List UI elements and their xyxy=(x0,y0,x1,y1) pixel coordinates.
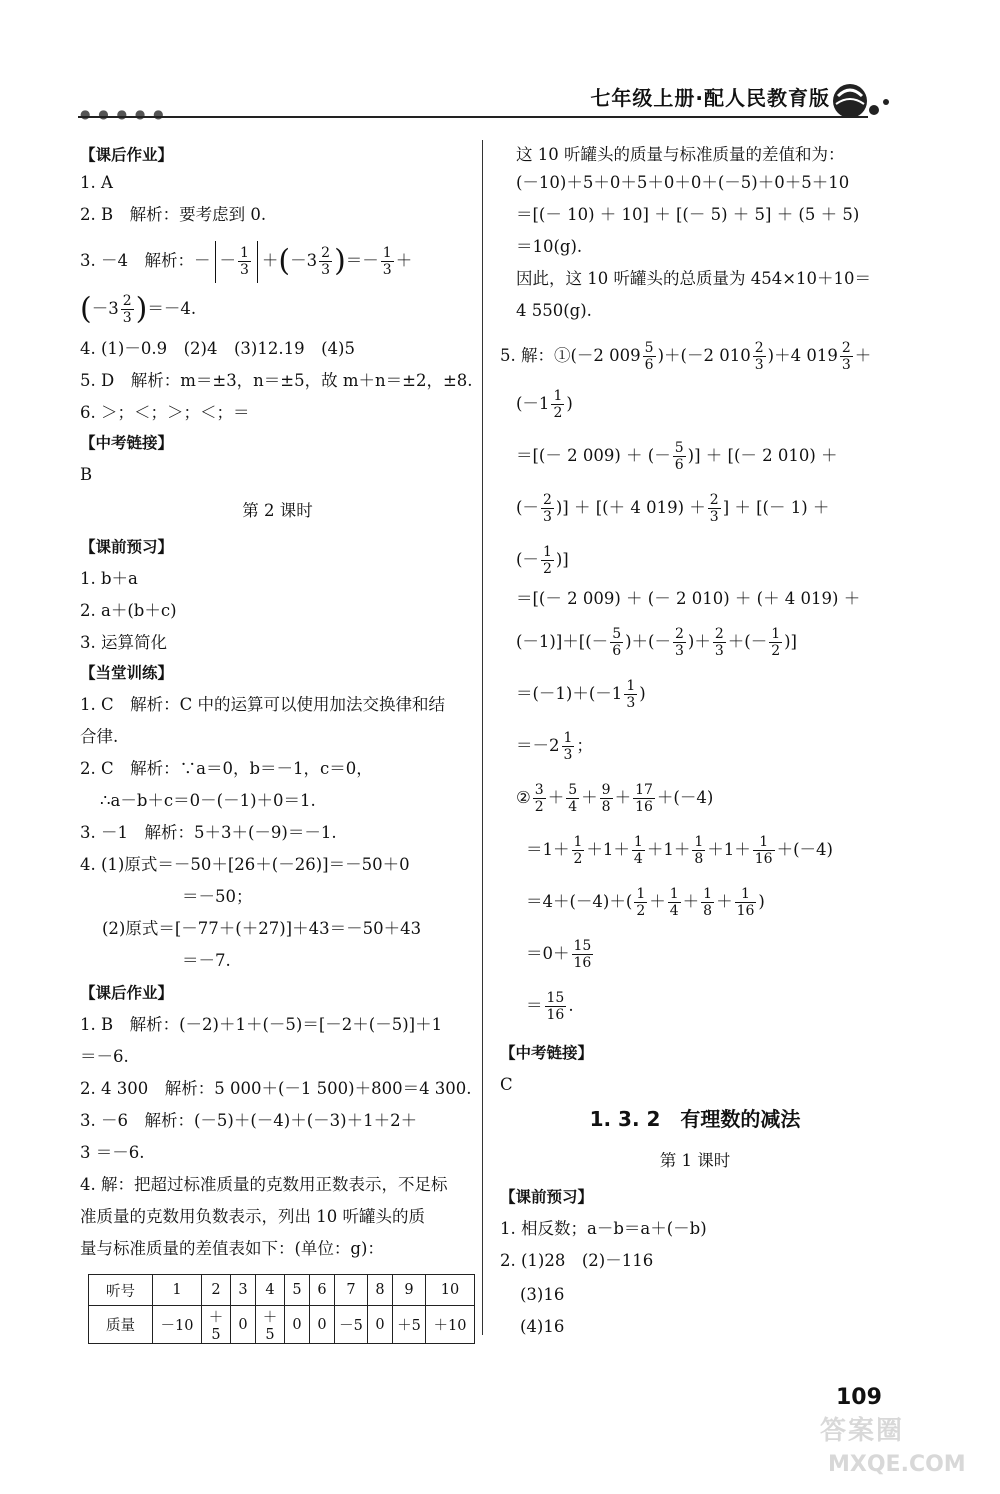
answer-line: ＝－2 $\frac{1}{3}$ ； xyxy=(516,730,593,763)
table-row xyxy=(89,1275,475,1306)
answer-line: (－ $\frac{1}{2}$ )] xyxy=(516,544,569,577)
answer-line: ＝－6. xyxy=(80,1047,129,1066)
answer-line: 4. (1)－0.9 (2)4 (3)12.19 (4)5 xyxy=(80,339,355,358)
table-cell: 2 xyxy=(202,1275,231,1306)
answer-line: 3. －6 解析：(－5)＋(－4)＋(－3)＋1＋2＋ xyxy=(80,1111,418,1130)
answer-line: 3. 运算简化 xyxy=(80,633,167,652)
table-cell: 8 xyxy=(368,1275,393,1306)
table-cell: 10 xyxy=(426,1275,475,1306)
page-number: 109 xyxy=(836,1385,882,1410)
answer-line: 1. b＋a xyxy=(80,569,138,588)
answer-line: 6. ＞；＜；＞；＜；＝ xyxy=(80,403,250,422)
answer-line-3b: (－3 $\frac{2}{3}$ )＝－4. xyxy=(80,291,197,327)
answer-line: ＝4＋(－4)＋( $\frac{1}{2}$ ＋ $\frac{1}{4}$ ＋ $\frac{1}{8}$ ＋ $\frac{1}{16}$ ) xyxy=(526,886,765,919)
table-cell: 质量 xyxy=(89,1306,153,1344)
table-cell: ＋10 xyxy=(426,1306,475,1344)
header-dots: ● ● ● ● ● xyxy=(80,107,166,121)
answer-line: 2. 4 300 解析：5 000＋(－1 500)＋800＝4 300. xyxy=(80,1079,472,1098)
answer-line: ＝[(－ 2 009) ＋ (－ $\frac{5}{6}$ )] ＋ [(－ 2 010) ＋ xyxy=(516,440,838,473)
answer-line: 2. B 解析：要考虑到 0. xyxy=(80,205,267,224)
section-heading: 【课后作业】 xyxy=(80,984,174,1002)
answer-line: 3 ＝－6. xyxy=(80,1143,145,1162)
answer-line: (3)16 xyxy=(520,1285,565,1304)
answer-line: 这 10 听罐头的质量与标准质量的差值和为： xyxy=(516,145,845,164)
answer-line: B xyxy=(80,465,93,484)
left-column xyxy=(80,140,475,1340)
can-weight-table xyxy=(88,1274,475,1344)
column-divider xyxy=(482,140,483,1335)
table-cell: 5 xyxy=(285,1275,310,1306)
table-cell: 7 xyxy=(335,1275,368,1306)
answer-line: 1. 相反数；a－b＝a＋(－b) xyxy=(500,1219,707,1238)
section-heading: 【中考链接】 xyxy=(80,434,174,452)
table-row xyxy=(89,1306,475,1344)
table-cell: ＋5 xyxy=(202,1306,231,1344)
section-heading: 【课前预习】 xyxy=(500,1188,594,1206)
answer-line: 4 550(g). xyxy=(516,301,592,320)
answer-line: 1. C 解析：C 中的运算可以使用加法交换律和结 xyxy=(80,695,445,714)
watermark-url: MXQE.COM xyxy=(828,1452,966,1477)
answer-line: 量与标准质量的差值表如下：(单位：g)： xyxy=(80,1239,384,1258)
table-cell: ＋5 xyxy=(256,1306,285,1344)
answer-line: ＝(－1)＋(－1 $\frac{1}{3}$ ) xyxy=(516,678,646,711)
answer-line: 合律. xyxy=(80,727,119,746)
answer-line: 1. A xyxy=(80,173,113,192)
answer-line: ∴a－b＋c＝0－(－1)＋0＝1. xyxy=(100,791,316,810)
table-cell: 听号 xyxy=(89,1275,153,1306)
answer-line: ＝1＋ $\frac{1}{2}$ ＋1＋ $\frac{1}{4}$ ＋1＋ $\frac{1}{8}$ ＋1＋ $\frac{1}{16}$ ＋(－4) xyxy=(526,834,833,867)
answer-line: ＝10(g). xyxy=(516,237,583,256)
answer-line: (－1 $\frac{1}{2}$ ) xyxy=(516,388,573,421)
table-cell: 0 xyxy=(231,1306,256,1344)
table-cell: 1 xyxy=(153,1275,202,1306)
answer-line-3: 3. －4 解析：－ － $\frac{1}{3}$ ＋(－3 $\frac{2}{3}$ )＝－ $\frac{1}{3}$ ＋ xyxy=(80,240,412,283)
watermark-logo: 答案圈 xyxy=(820,1416,905,1446)
answer-line: ＝ $\frac{15}{16}$ . xyxy=(526,990,574,1023)
answer-line: 准质量的克数用负数表示，列出 10 听罐头的质 xyxy=(80,1207,425,1226)
answer-line: 3. －1 解析：5＋3＋(－9)＝－1. xyxy=(80,823,337,842)
table-cell: －5 xyxy=(335,1306,368,1344)
answer-line-5a: 5. 解：①(－2 009 $\frac{5}{6}$ )＋(－2 010 $\frac{2}{3}$ )＋4 019 $\frac{2}{3}$ ＋ xyxy=(500,340,872,373)
answer-line: 1. B 解析：(－2)＋1＋(－5)＝[－2＋(－5)]＋1 xyxy=(80,1015,443,1034)
answer-line: (－10)＋5＋0＋5＋0＋0＋(－5)＋0＋5＋10 xyxy=(516,173,850,192)
table-cell: 0 xyxy=(310,1306,335,1344)
table-cell: －10 xyxy=(153,1306,202,1344)
section-heading: 【中考链接】 xyxy=(500,1044,594,1062)
right-column xyxy=(500,140,890,1340)
section-heading: 【课后作业】 xyxy=(80,146,174,164)
table-cell: 3 xyxy=(231,1275,256,1306)
header-title: 七年级上册·配人民教育版 xyxy=(590,86,830,110)
answer-line: ＝[(－ 10) ＋ 10] ＋ [(－ 5) ＋ 5] ＋ (5 ＋ 5) xyxy=(516,205,860,224)
answer-line: 2. C 解析：∵a＝0，b＝－1，c＝0， xyxy=(80,759,373,778)
lesson-title: 第 1 课时 xyxy=(659,1151,731,1170)
answer-line: ＝[(－ 2 009) ＋ (－ 2 010) ＋ (＋ 4 019) ＋ xyxy=(516,589,861,608)
table-cell: ＋5 xyxy=(393,1306,426,1344)
chapter-heading: 1. 3. 2 有理数的减法 xyxy=(589,1107,801,1131)
section-heading: 【课前预习】 xyxy=(80,538,174,556)
answer-line: 5. D 解析：m＝±3，n＝±5，故 m＋n＝±2，±8. xyxy=(80,371,473,390)
header-rule xyxy=(78,116,868,118)
answer-line: 因此，这 10 听罐头的总质量为 454×10＋10＝ xyxy=(516,269,872,288)
lesson-title: 第 2 课时 xyxy=(242,501,313,520)
answer-line: 4. (1)原式＝－50＋[26＋(－26)]＝－50＋0 xyxy=(80,855,410,874)
answer-line: 2. a＋(b＋c) xyxy=(80,601,177,620)
answer-line: ＝0＋ $\frac{15}{16}$ xyxy=(526,938,592,971)
table-cell: 9 xyxy=(393,1275,426,1306)
answer-line: (2)原式＝[－77＋(＋27)]＋43＝－50＋43 xyxy=(102,919,422,938)
answer-line: ② $\frac{3}{2}$ ＋ $\frac{5}{4}$ ＋ $\frac{9}{8}$ ＋ $\frac{17}{16}$ ＋(－4) xyxy=(516,782,714,815)
table-cell: 0 xyxy=(285,1306,310,1344)
answer-line: ＝－50； xyxy=(182,887,253,906)
answer-line: (4)16 xyxy=(520,1317,565,1336)
answer-line: 2. (1)28 (2)－116 xyxy=(500,1251,654,1270)
answer-line: 4. 解：把超过标准质量的克数用正数表示，不足标 xyxy=(80,1175,448,1194)
table-cell: 6 xyxy=(310,1275,335,1306)
answer-line: (－ $\frac{2}{3}$ )] ＋ [(＋ 4 019) ＋ $\frac{2}{3}$ ] ＋ [(－ 1) ＋ xyxy=(516,492,830,525)
table-cell: 4 xyxy=(256,1275,285,1306)
table-cell: 0 xyxy=(368,1306,393,1344)
answer-line: C xyxy=(500,1075,513,1094)
answer-line: (－1)]＋[(－ $\frac{5}{6}$ )＋(－ $\frac{2}{3}$ )＋ $\frac{2}{3}$ ＋(－ $\frac{1}{2}$ )] xyxy=(516,626,797,659)
section-heading: 【当堂训练】 xyxy=(80,664,174,682)
answer-line: ＝－7. xyxy=(182,951,231,970)
